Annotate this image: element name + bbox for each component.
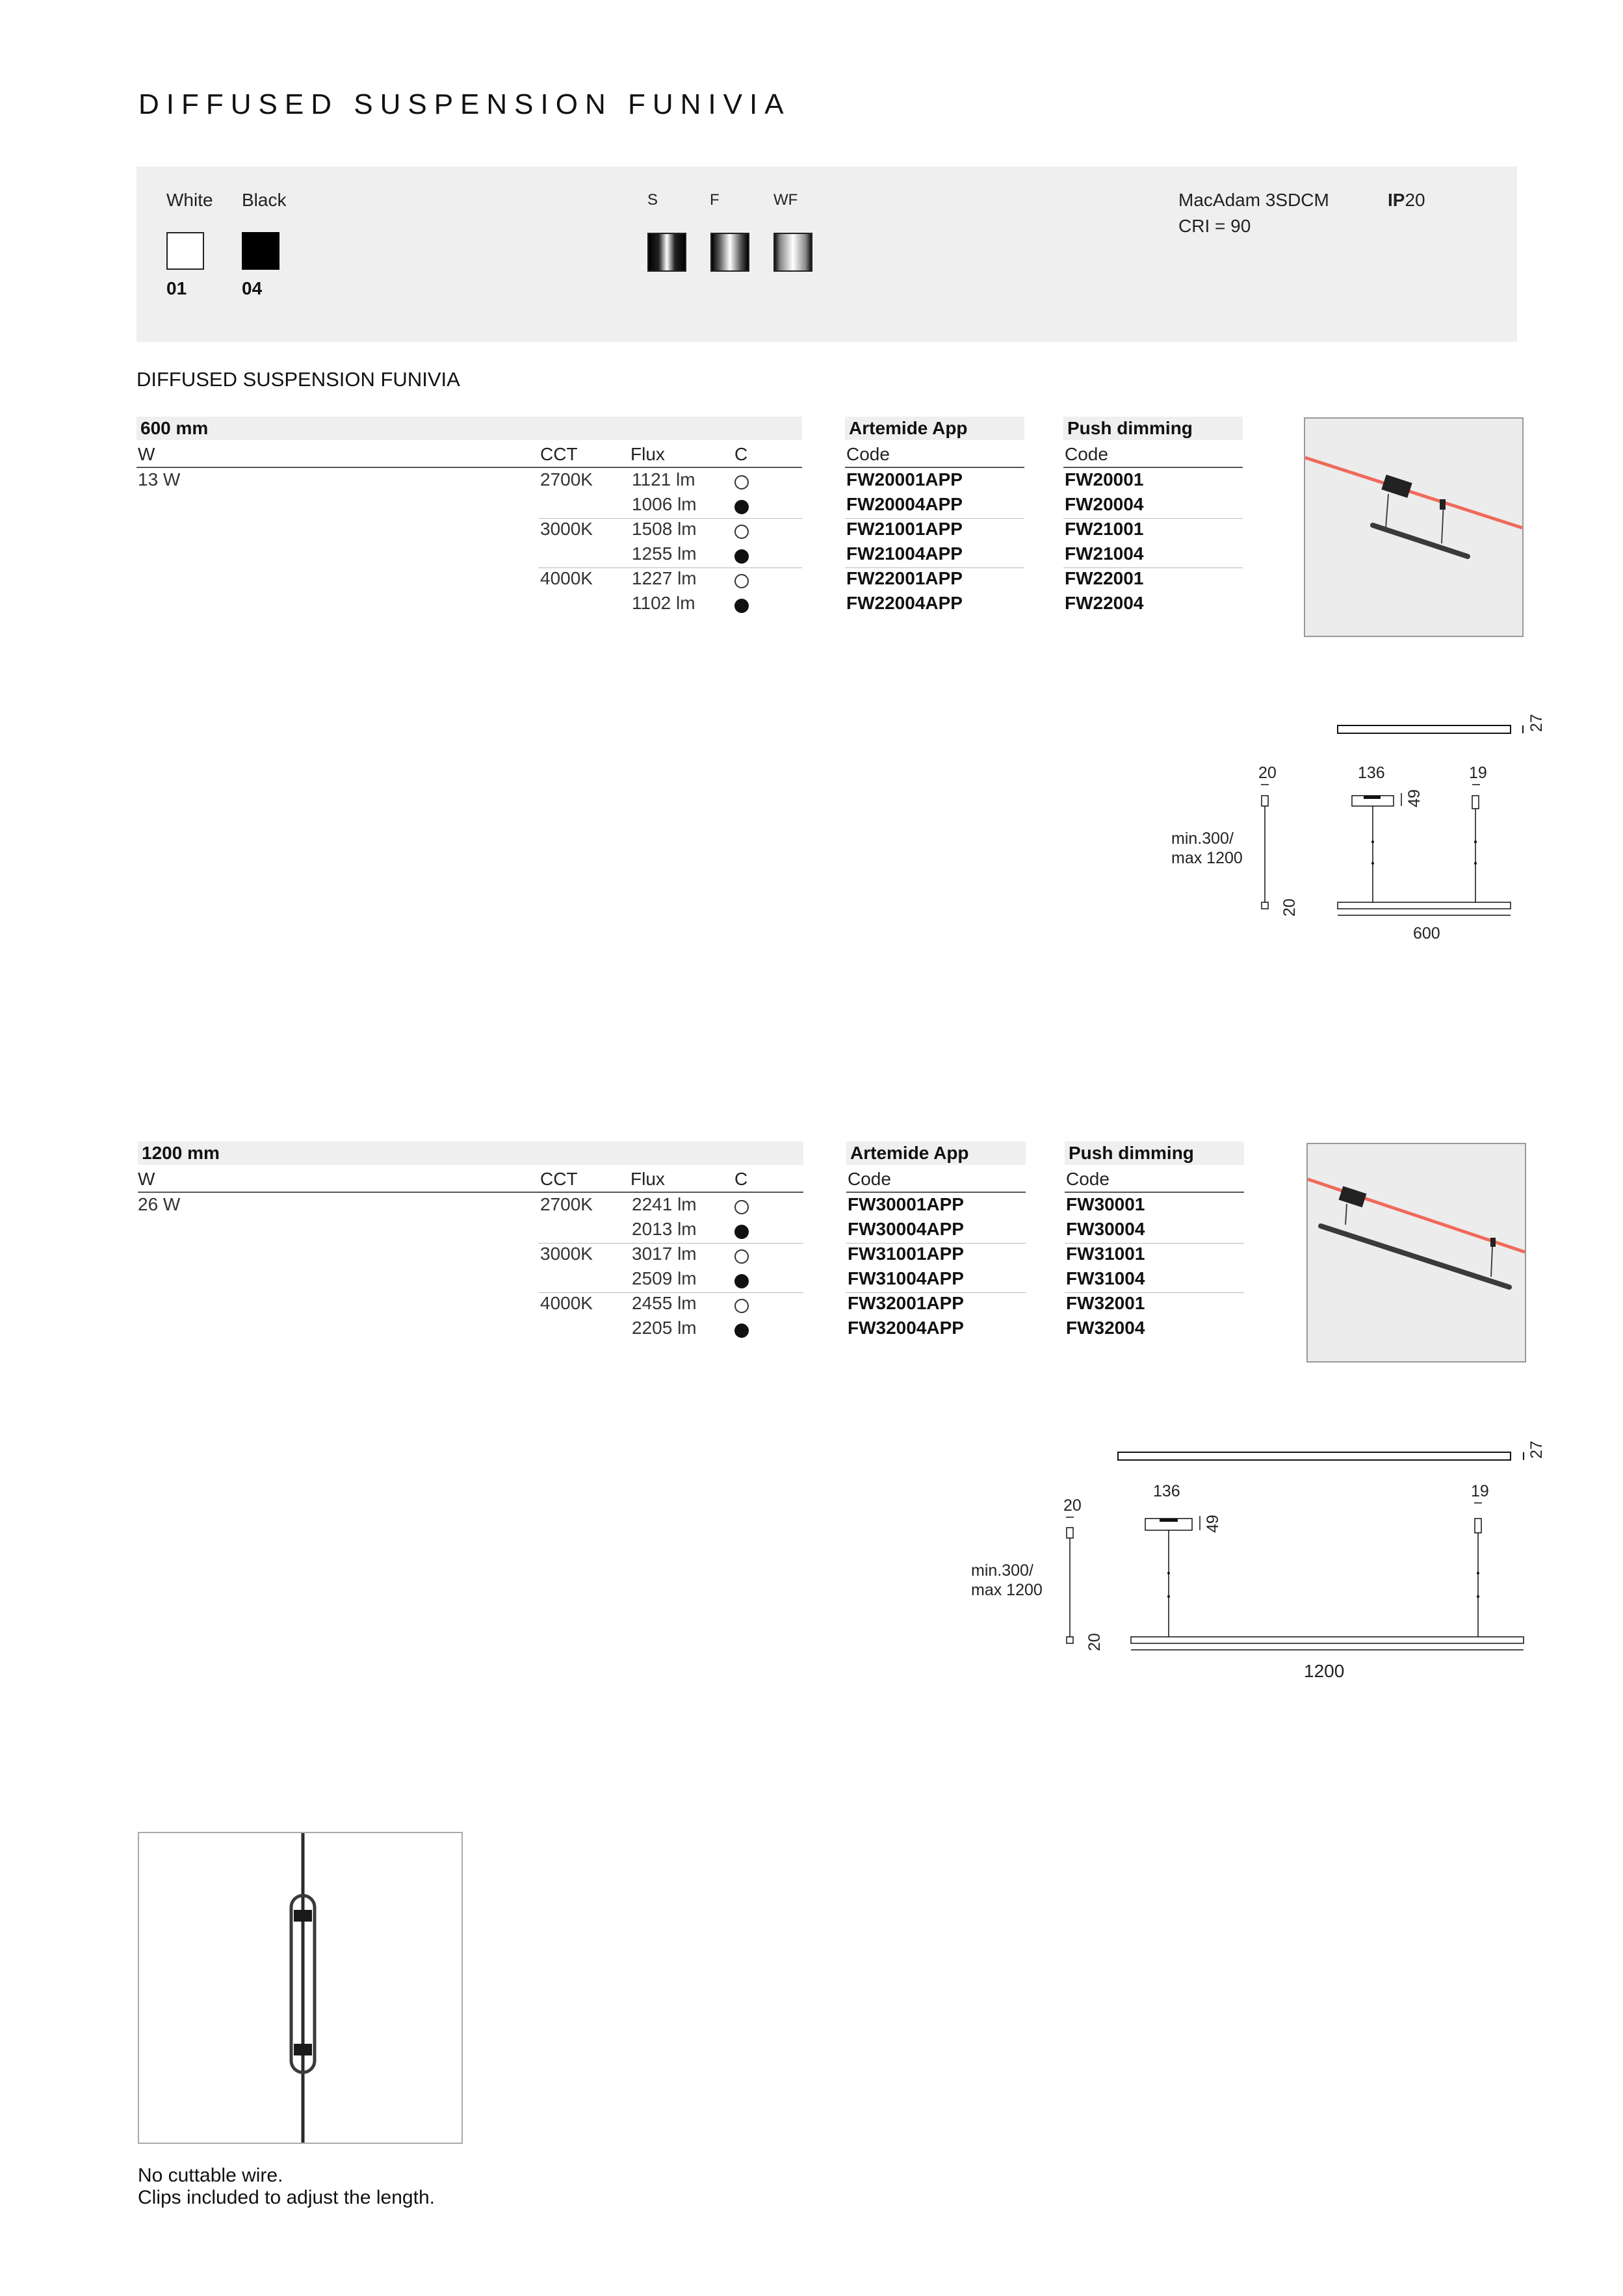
header-rule	[136, 467, 802, 468]
note-line-2: Clips included to adjust the length.	[138, 2187, 435, 2208]
watt-1200: 26 W	[138, 1194, 181, 1214]
table-row-cct: 2700K	[540, 469, 593, 489]
dim-length: 1200	[1304, 1661, 1345, 1681]
top-profile	[1118, 1452, 1511, 1460]
col-c: C	[734, 444, 748, 464]
optic-f-label: F	[710, 191, 720, 209]
note-line-1: No cuttable wire.	[138, 2165, 283, 2186]
top-profile	[1338, 725, 1511, 733]
table-row-push-code: FW20004	[1065, 494, 1144, 514]
push-header-1200: Push dimming	[1065, 1141, 1244, 1165]
table-row-flux: 1006 lm	[632, 494, 697, 514]
table-row-push-code: FW22004	[1065, 593, 1144, 613]
table-row-app-code: FW31001APP	[848, 1244, 964, 1264]
finish-black-code: 04	[242, 278, 263, 298]
product-photo-1200	[1306, 1143, 1526, 1363]
col-c: C	[734, 1169, 748, 1189]
table-row-app-code: FW32001APP	[848, 1293, 964, 1313]
push-header-600: Push dimming	[1063, 417, 1243, 440]
table-row-app-code: FW22004APP	[846, 593, 963, 613]
finish-white-code: 01	[166, 278, 187, 298]
black-finish-icon	[734, 500, 749, 514]
col-push-code: Code	[1066, 1169, 1110, 1189]
table-row-cct: 4000K	[540, 1293, 593, 1313]
dim-center: 136	[1153, 1482, 1180, 1500]
dim-bottom: 20	[1085, 1633, 1104, 1651]
header-rule	[1063, 467, 1243, 468]
page-title: DIFFUSED SUSPENSION FUNIVIA	[138, 88, 791, 120]
optic-wf-label: WF	[773, 191, 798, 209]
table-row-flux: 2205 lm	[632, 1318, 697, 1338]
dim-left: 20	[1063, 1496, 1082, 1515]
cri-label: CRI = 90	[1178, 216, 1251, 236]
header-rule	[845, 467, 1024, 468]
optic-s-icon	[647, 233, 686, 272]
finish-black-swatch	[242, 232, 279, 270]
table-row-push-code: FW30001	[1066, 1194, 1145, 1214]
table-row-cct: 2700K	[540, 1194, 593, 1214]
col-push-code: Code	[1065, 444, 1108, 464]
watt-600: 13 W	[138, 469, 181, 489]
dim-cable-1: min.300/	[1171, 829, 1234, 848]
header-rule	[1065, 1192, 1244, 1193]
table-row-app-code: FW30004APP	[848, 1219, 964, 1239]
optic-f-icon	[710, 233, 749, 272]
black-finish-icon	[734, 549, 749, 564]
col-flux: Flux	[630, 444, 665, 464]
clip-illustration	[139, 1833, 461, 2143]
white-finish-icon	[734, 1200, 749, 1214]
table-row-flux: 1508 lm	[632, 519, 697, 539]
table-row-push-code: FW22001	[1065, 568, 1144, 588]
col-cct: CCT	[540, 444, 578, 464]
dim-right: 19	[1469, 764, 1487, 782]
dim-left: 20	[1258, 764, 1277, 782]
white-finish-icon	[734, 475, 749, 489]
dim-height: 27	[1527, 714, 1546, 732]
table-row-push-code: FW30004	[1066, 1219, 1145, 1239]
dim-height: 27	[1527, 1441, 1546, 1459]
header-rule	[138, 1192, 803, 1193]
table-row-flux: 3017 lm	[632, 1244, 697, 1264]
table-row-app-code: FW30001APP	[848, 1194, 964, 1214]
section-subtitle: DIFFUSED SUSPENSION FUNIVIA	[136, 368, 460, 391]
finish-white-label: White	[166, 190, 213, 210]
dim-adapter: 49	[1405, 789, 1423, 807]
col-w: W	[138, 444, 155, 464]
dim-center: 136	[1358, 764, 1385, 782]
table-row-push-code: FW32004	[1066, 1318, 1145, 1338]
table-row-flux: 2455 lm	[632, 1293, 697, 1313]
table-row-app-code: FW20001APP	[846, 469, 963, 489]
white-finish-icon	[734, 1299, 749, 1313]
black-finish-icon	[734, 1324, 749, 1338]
dim-cable-1: min.300/	[971, 1561, 1033, 1580]
black-finish-icon	[734, 1274, 749, 1288]
variant-1200-header: 1200 mm	[138, 1141, 803, 1165]
table-row-cct: 3000K	[540, 1244, 593, 1264]
table-row-app-code: FW31004APP	[848, 1268, 964, 1288]
table-row-push-code: FW21001	[1065, 519, 1144, 539]
finish-white-swatch	[166, 232, 204, 270]
table-row-flux: 1102 lm	[632, 593, 695, 613]
suspension-1200-illustration	[1308, 1144, 1525, 1361]
dim-length: 600	[1413, 924, 1440, 943]
white-finish-icon	[734, 574, 749, 588]
optic-s-label: S	[647, 191, 658, 209]
dimension-drawing-1200	[962, 1437, 1560, 1697]
dim-right: 19	[1471, 1482, 1489, 1500]
table-row-flux: 2509 lm	[632, 1268, 697, 1288]
col-app-code: Code	[848, 1169, 891, 1189]
col-flux: Flux	[630, 1169, 665, 1189]
table-row-cct: 4000K	[540, 568, 593, 588]
clip-photo	[138, 1832, 463, 2144]
dimension-drawing-600	[1157, 709, 1560, 949]
dim-bottom: 20	[1280, 898, 1299, 917]
table-row-flux: 1255 lm	[632, 543, 697, 564]
table-row-push-code: FW31001	[1066, 1244, 1145, 1264]
table-row-cct: 3000K	[540, 519, 593, 539]
black-finish-icon	[734, 1225, 749, 1239]
suspension-600-illustration	[1305, 419, 1522, 636]
dim-adapter: 49	[1204, 1515, 1222, 1533]
dim-cable-2: max 1200	[1171, 849, 1243, 867]
table-row-push-code: FW20001	[1065, 469, 1144, 489]
fixture-profile	[1131, 1637, 1524, 1643]
col-app-code: Code	[846, 444, 890, 464]
table-row-flux: 1121 lm	[632, 469, 695, 489]
table-row-flux: 1227 lm	[632, 568, 697, 588]
table-row-flux: 2013 lm	[632, 1219, 697, 1239]
ip-rating	[1388, 190, 1425, 211]
table-row-push-code: FW21004	[1065, 543, 1144, 564]
finish-black-label: Black	[242, 190, 287, 210]
table-row-push-code: FW32001	[1066, 1293, 1145, 1313]
table-row-app-code: FW32004APP	[848, 1318, 964, 1338]
table-row-app-code: FW21004APP	[846, 543, 963, 564]
fixture-profile	[1338, 902, 1511, 909]
macadam-label: MacAdam 3SDCM	[1178, 190, 1329, 210]
col-w: W	[138, 1169, 155, 1189]
table-row-app-code: FW22001APP	[846, 568, 963, 588]
table-row-app-code: FW20004APP	[846, 494, 963, 514]
col-cct: CCT	[540, 1169, 578, 1189]
optic-wf-icon	[773, 233, 812, 272]
app-header-600: Artemide App	[845, 417, 1024, 440]
white-finish-icon	[734, 1249, 749, 1264]
table-row-flux: 2241 lm	[632, 1194, 697, 1214]
app-header-1200: Artemide App	[846, 1141, 1026, 1165]
table-row-push-code: FW31004	[1066, 1268, 1145, 1288]
product-photo-600	[1304, 417, 1524, 637]
table-row-app-code: FW21001APP	[846, 519, 963, 539]
header-rule	[846, 1192, 1026, 1193]
variant-600-header: 600 mm	[136, 417, 802, 440]
black-finish-icon	[734, 599, 749, 613]
dim-cable-2: max 1200	[971, 1581, 1043, 1599]
white-finish-icon	[734, 525, 749, 539]
ip-value: 20	[1405, 190, 1425, 210]
ip-prefix: IP	[1388, 190, 1405, 210]
